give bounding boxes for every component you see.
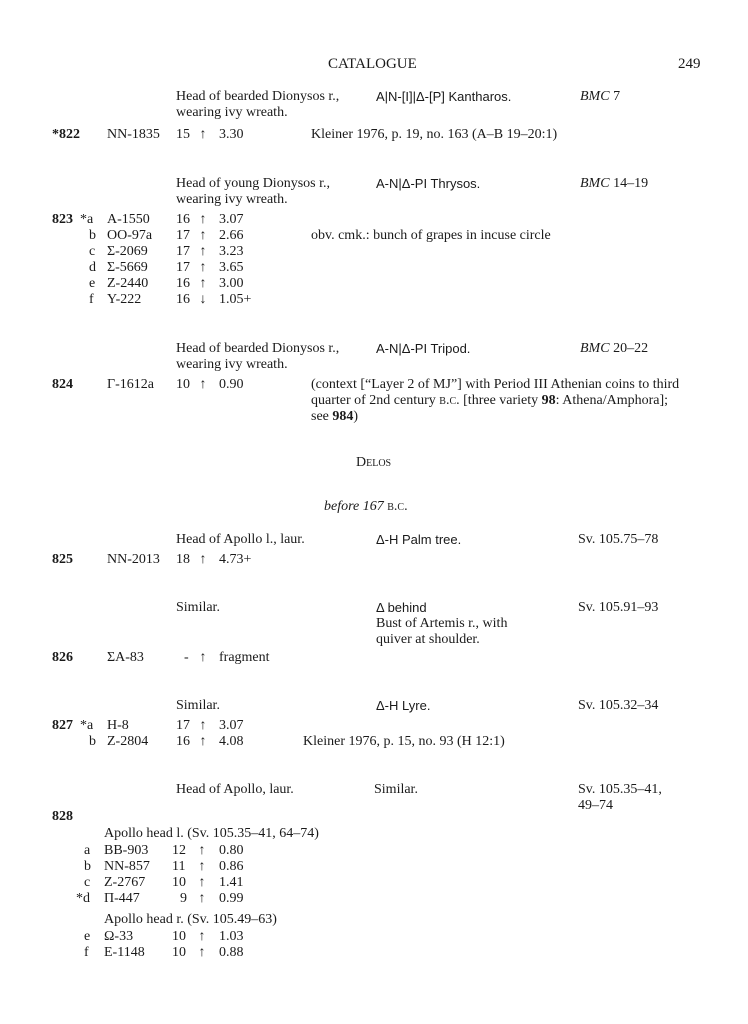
die-axis-arrow-icon: ↑	[199, 650, 207, 665]
obverse-description: Similar.	[176, 600, 220, 615]
weight: 3.23	[219, 244, 244, 259]
diameter: 10	[176, 377, 190, 392]
specimen-letter: e	[84, 929, 91, 944]
diameter: 12	[172, 843, 186, 858]
die-axis-arrow-icon: ↑	[199, 734, 207, 749]
inventory-number: A-1550	[107, 212, 150, 227]
weight: 4.08	[219, 734, 244, 749]
reverse-description: Δ-H Lyre.	[376, 698, 431, 713]
catalogue-number: 823	[52, 212, 73, 227]
die-axis-arrow-icon: ↑	[199, 552, 207, 567]
diameter: 10	[172, 929, 186, 944]
obverse-description: wearing ivy wreath.	[176, 105, 288, 120]
diameter: 18	[176, 552, 190, 567]
inventory-number: OO-97a	[107, 228, 153, 243]
diameter: 17	[176, 228, 190, 243]
specimen-letter: b	[89, 734, 96, 749]
obverse-description: Head of bearded Dionysos r.,	[176, 89, 340, 104]
weight: 3.07	[219, 718, 244, 733]
bmc-reference	[580, 176, 648, 192]
inventory-number: Z-2804	[107, 734, 149, 749]
note-era: b.c.	[439, 393, 460, 408]
inventory-number: Π-447	[104, 891, 140, 906]
cross-reference-number: 984	[332, 409, 354, 424]
cross-reference-number: 98	[541, 393, 556, 408]
inventory-number: H-8	[107, 718, 129, 733]
weight: 1.05+	[219, 292, 252, 307]
reference-note: Kleiner 1976, p. 15, no. 93 (H 12:1)	[303, 734, 505, 749]
obverse-description: wearing ivy wreath.	[176, 357, 288, 372]
obverse-description: Similar.	[176, 698, 220, 713]
context-note: (context [“Layer 2 of MJ”] with Period III Athenian coins to third	[311, 377, 680, 392]
obverse-description: Head of young Dionysos r.,	[176, 176, 330, 191]
diameter: 16	[176, 734, 190, 749]
bmc-reference	[580, 341, 648, 357]
reverse-description: A|N-[I]|Δ-[P] Kantharos.	[376, 89, 512, 104]
note-text: : Athena/Amphora];	[555, 393, 669, 408]
reverse-description: Δ-H Palm tree.	[376, 532, 462, 547]
inventory-number: Σ-5669	[107, 260, 148, 275]
weight: 3.65	[219, 260, 244, 275]
specimen-letter: f	[84, 945, 89, 960]
inventory-number: Z-2440	[107, 276, 149, 291]
specimen-letter: b	[89, 228, 96, 243]
specimen-letter: *a	[80, 212, 94, 227]
die-axis-arrow-icon: ↑	[198, 945, 206, 960]
diameter: 17	[176, 260, 190, 275]
die-axis-arrow-icon: ↑	[199, 244, 207, 259]
weight: 0.90	[219, 377, 244, 392]
diameter: 17	[176, 244, 190, 259]
weight: fragment	[219, 650, 270, 665]
die-axis-arrow-icon: ↑	[199, 127, 207, 142]
catalogue-number: 828	[52, 809, 73, 824]
countermark-note: obv. cmk.: bunch of grapes in incuse circle	[311, 228, 551, 243]
inventory-number: NN-857	[104, 859, 150, 874]
sv-reference: Sv. 105.91–93	[578, 600, 659, 615]
specimen-letter: b	[84, 859, 91, 874]
specimen-letter: c	[89, 244, 96, 259]
diameter: 16	[176, 212, 190, 227]
die-axis-arrow-icon: ↑	[198, 843, 206, 858]
reverse-description: Bust of Artemis r., with	[376, 616, 508, 631]
specimen-letter: e	[89, 276, 96, 291]
diameter: 9	[180, 891, 187, 906]
reverse-description: Δ behind	[376, 600, 427, 615]
weight: 3.07	[219, 212, 244, 227]
period-heading	[324, 499, 408, 515]
diameter: 11	[172, 859, 186, 874]
die-axis-arrow-icon: ↑	[199, 212, 207, 227]
die-axis-arrow-icon: ↑	[198, 875, 206, 890]
diameter: 16	[176, 276, 190, 291]
note-text: [three variety	[459, 393, 542, 408]
inventory-number: BB-903	[104, 843, 149, 858]
weight: 0.88	[219, 945, 244, 960]
sv-reference: Sv. 105.75–78	[578, 532, 659, 547]
catalogue-number: 827	[52, 718, 73, 733]
inventory-number: Σ-2069	[107, 244, 148, 259]
reference-note: Kleiner 1976, p. 19, no. 163 (A–B 19–20:1)	[311, 127, 558, 142]
specimen-letter: d	[89, 260, 96, 275]
period-text: before 167	[324, 499, 388, 514]
note-text: )	[353, 409, 359, 424]
die-axis-arrow-icon: ↑	[198, 891, 206, 906]
obverse-description: Head of Apollo, laur.	[176, 782, 294, 797]
diameter: 17	[176, 718, 190, 733]
die-axis-arrow-icon: ↑	[198, 859, 206, 874]
catalogue-number: 826	[52, 650, 73, 665]
weight: 2.66	[219, 228, 244, 243]
weight: 3.30	[219, 127, 244, 142]
catalogue-number: 825	[52, 552, 73, 567]
context-note	[311, 409, 358, 425]
inventory-number: Ω-33	[104, 929, 134, 944]
specimen-letter: *a	[80, 718, 94, 733]
reference-value: 7	[609, 89, 621, 104]
sv-reference: Sv. 105.32–34	[578, 698, 659, 713]
specimen-letter: f	[89, 292, 94, 307]
reverse-description: A-N|Δ-PI Tripod.	[376, 341, 471, 356]
reverse-description: Similar.	[374, 782, 418, 797]
page-number: 249	[678, 56, 701, 72]
diameter: 16	[176, 292, 190, 307]
section-heading: Delos	[356, 455, 392, 470]
die-axis-arrow-icon: ↑	[199, 228, 207, 243]
reverse-description: quiver at shoulder.	[376, 632, 480, 647]
specimen-letter: a	[84, 843, 91, 858]
diameter: -	[184, 650, 189, 665]
note-text: see	[311, 409, 333, 424]
note-text: quarter of 2nd century	[311, 393, 440, 408]
diameter: 10	[172, 945, 186, 960]
inventory-number: Z-2767	[104, 875, 146, 890]
weight: 1.03	[219, 929, 244, 944]
obverse-description: wearing ivy wreath.	[176, 192, 288, 207]
group-heading: Apollo head r. (Sv. 105.49–63)	[104, 912, 277, 927]
sv-reference: 49–74	[578, 798, 613, 813]
catalogue-number: 824	[52, 377, 73, 392]
reference-label: BMC	[580, 89, 610, 104]
inventory-number: Υ-222	[107, 292, 142, 307]
period-era: b.c.	[387, 499, 408, 514]
reference-value: 14–19	[609, 176, 649, 191]
inventory-number: E-1148	[104, 945, 145, 960]
reference-label: BMC	[580, 341, 610, 356]
obverse-description: Head of bearded Dionysos r.,	[176, 341, 340, 356]
weight: 4.73+	[219, 552, 252, 567]
die-axis-arrow-icon: ↑	[199, 260, 207, 275]
context-note	[311, 393, 668, 409]
running-title: CATALOGUE	[328, 56, 417, 72]
group-heading: Apollo head l. (Sv. 105.35–41, 64–74)	[104, 826, 319, 841]
specimen-letter: *d	[76, 891, 90, 906]
weight: 0.86	[219, 859, 244, 874]
bmc-reference	[580, 89, 620, 105]
die-axis-arrow-icon: ↑	[198, 929, 206, 944]
die-axis-arrow-icon: ↑	[199, 377, 207, 392]
weight: 3.00	[219, 276, 244, 291]
die-axis-arrow-icon: ↑	[199, 276, 207, 291]
inventory-number: Γ-1612a	[107, 377, 154, 392]
weight: 0.80	[219, 843, 244, 858]
inventory-number: ΣA-83	[107, 650, 144, 665]
die-axis-arrow-icon: ↑	[199, 718, 207, 733]
reverse-description: A-N|Δ-PI Thrysos.	[376, 176, 481, 191]
catalogue-number: *822	[52, 127, 80, 142]
weight: 1.41	[219, 875, 244, 890]
diameter: 10	[172, 875, 186, 890]
specimen-letter: c	[84, 875, 91, 890]
inventory-number: NN-2013	[107, 552, 160, 567]
diameter: 15	[176, 127, 190, 142]
reference-value: 20–22	[609, 341, 649, 356]
obverse-description: Head of Apollo l., laur.	[176, 532, 305, 547]
weight: 0.99	[219, 891, 244, 906]
inventory-number: NN-1835	[107, 127, 160, 142]
sv-reference: Sv. 105.35–41,	[578, 782, 662, 797]
reference-label: BMC	[580, 176, 610, 191]
die-axis-arrow-icon: ↓	[199, 292, 207, 307]
